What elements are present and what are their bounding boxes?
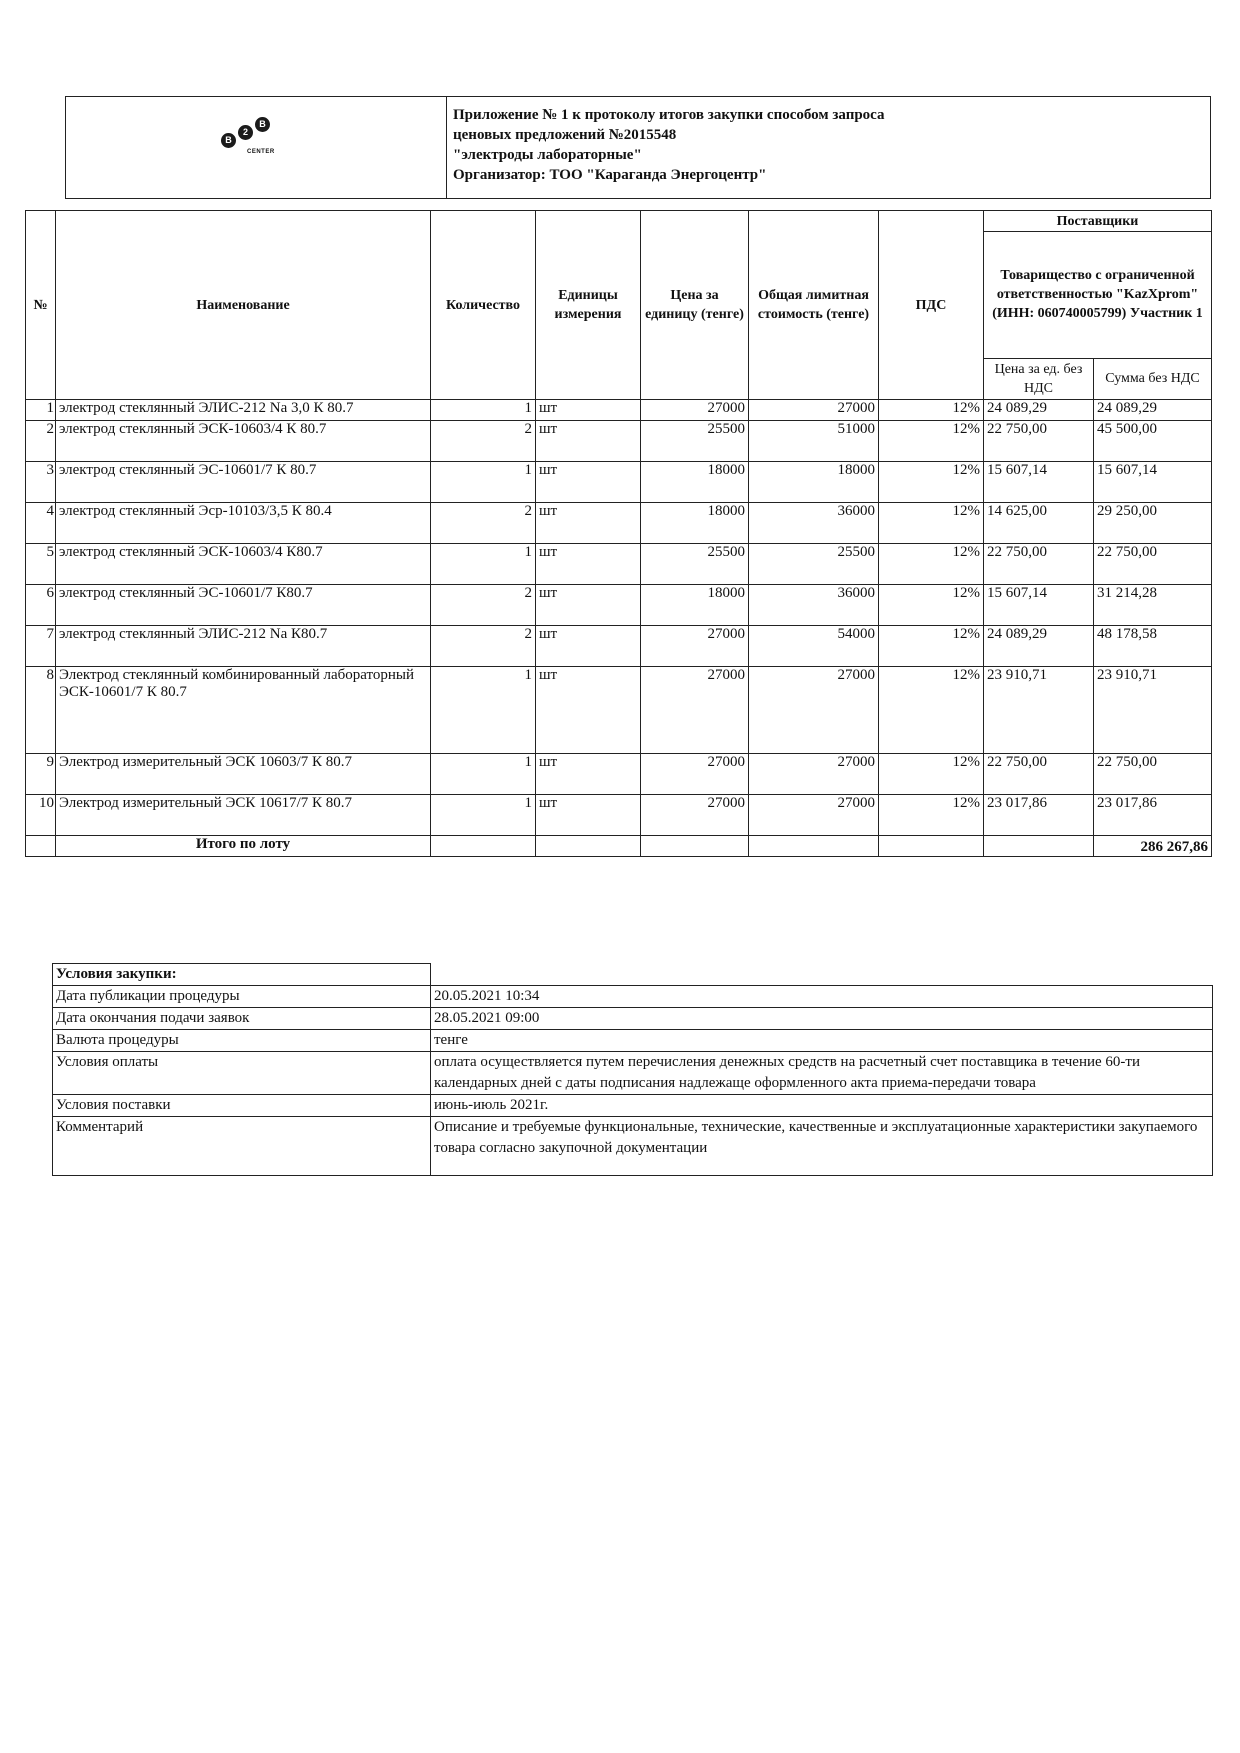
supplier-sum: 45 500,00 xyxy=(1094,421,1212,462)
logo-b-circle-icon: B xyxy=(221,133,236,148)
total-blank xyxy=(536,836,641,857)
item-unit: шт xyxy=(536,421,641,462)
header-line-1: Приложение № 1 к протоколу итогов закупки способом запроса xyxy=(453,107,885,123)
condition-label: Комментарий xyxy=(53,1117,431,1176)
condition-label: Условия поставки xyxy=(53,1095,431,1117)
header-unit: Единицы измерения xyxy=(536,211,641,400)
supplier-sum: 22 750,00 xyxy=(1094,754,1212,795)
row-number: 6 xyxy=(26,585,56,626)
item-total: 25500 xyxy=(749,544,879,585)
row-number: 2 xyxy=(26,421,56,462)
conditions-table xyxy=(52,963,1213,1176)
condition-row xyxy=(53,1030,1213,1052)
row-number: 1 xyxy=(26,400,56,421)
supplier-price: 24 089,29 xyxy=(984,400,1094,421)
row-number: 7 xyxy=(26,626,56,667)
row-number: 4 xyxy=(26,503,56,544)
header-price: Цена за единицу (тенге) xyxy=(641,211,749,400)
table-row xyxy=(26,421,1212,462)
condition-row xyxy=(53,1052,1213,1095)
condition-row xyxy=(53,1008,1213,1030)
item-vat: 12% xyxy=(879,626,984,667)
header-sum-no-vat: Сумма без НДС xyxy=(1094,358,1212,399)
item-price: 27000 xyxy=(641,667,749,754)
item-total: 27000 xyxy=(749,400,879,421)
condition-label: Условия оплаты xyxy=(53,1052,431,1095)
item-price: 25500 xyxy=(641,421,749,462)
row-number: 9 xyxy=(26,754,56,795)
item-total: 36000 xyxy=(749,585,879,626)
item-qty: 1 xyxy=(431,754,536,795)
item-name: электрод стеклянный ЭС-10601/7 К 80.7 xyxy=(56,462,431,503)
header-line-2: ценовых предложений №2015548 xyxy=(453,127,677,143)
item-unit: шт xyxy=(536,795,641,836)
item-qty: 1 xyxy=(431,795,536,836)
condition-row xyxy=(53,1117,1213,1176)
item-price: 25500 xyxy=(641,544,749,585)
condition-label: Валюта процедуры xyxy=(53,1030,431,1052)
header-title-block xyxy=(447,97,1210,198)
item-qty: 1 xyxy=(431,462,536,503)
item-total: 27000 xyxy=(749,754,879,795)
item-vat: 12% xyxy=(879,754,984,795)
supplier-price: 22 750,00 xyxy=(984,754,1094,795)
table-row xyxy=(26,400,1212,421)
condition-value: тенге xyxy=(431,1030,1213,1052)
b2b-center-logo xyxy=(221,115,291,161)
item-unit: шт xyxy=(536,462,641,503)
item-vat: 12% xyxy=(879,503,984,544)
total-row-blank xyxy=(26,836,56,857)
item-vat: 12% xyxy=(879,585,984,626)
item-total: 27000 xyxy=(749,667,879,754)
supplier-price: 22 750,00 xyxy=(984,544,1094,585)
item-price: 18000 xyxy=(641,462,749,503)
supplier-sum: 31 214,28 xyxy=(1094,585,1212,626)
header-suppliers: Поставщики xyxy=(984,211,1212,232)
item-price: 27000 xyxy=(641,400,749,421)
item-total: 18000 xyxy=(749,462,879,503)
item-unit: шт xyxy=(536,667,641,754)
results-table xyxy=(25,210,1212,857)
item-price: 27000 xyxy=(641,626,749,667)
supplier-sum: 24 089,29 xyxy=(1094,400,1212,421)
logo-2-circle-icon: 2 xyxy=(238,125,253,140)
header-line-3: "электроды лабораторные" xyxy=(453,147,642,163)
total-blank xyxy=(431,836,536,857)
item-qty: 1 xyxy=(431,400,536,421)
item-name: электрод стеклянный ЭЛИС-212 Na 3,0 К 80.7 xyxy=(56,400,431,421)
supplier-price: 14 625,00 xyxy=(984,503,1094,544)
item-name: электрод стеклянный ЭЛИС-212 Na К80.7 xyxy=(56,626,431,667)
item-name: электрод стеклянный Эср-10103/3,5 К 80.4 xyxy=(56,503,431,544)
document-header xyxy=(65,96,1211,199)
supplier-price: 23 017,86 xyxy=(984,795,1094,836)
item-qty: 2 xyxy=(431,585,536,626)
header-price-no-vat: Цена за ед. без НДС xyxy=(984,358,1094,399)
supplier-sum: 23 017,86 xyxy=(1094,795,1212,836)
item-price: 27000 xyxy=(641,754,749,795)
logo-b2-circle-icon: B xyxy=(255,117,270,132)
item-unit: шт xyxy=(536,754,641,795)
condition-value: 28.05.2021 09:00 xyxy=(431,1008,1213,1030)
table-row xyxy=(26,626,1212,667)
supplier-price: 24 089,29 xyxy=(984,626,1094,667)
item-total: 36000 xyxy=(749,503,879,544)
conditions-title: Условия закупки: xyxy=(53,964,431,986)
total-blank xyxy=(749,836,879,857)
supplier-sum: 48 178,58 xyxy=(1094,626,1212,667)
table-row xyxy=(26,754,1212,795)
header-total: Общая лимитная стоимость (тенге) xyxy=(749,211,879,400)
item-vat: 12% xyxy=(879,795,984,836)
row-number: 10 xyxy=(26,795,56,836)
header-no: № xyxy=(26,211,56,400)
item-name: Электрод измерительный ЭСК 10603/7 К 80.7 xyxy=(56,754,431,795)
supplier-sum: 23 910,71 xyxy=(1094,667,1212,754)
item-name: электрод стеклянный ЭСК-10603/4 К80.7 xyxy=(56,544,431,585)
row-number: 5 xyxy=(26,544,56,585)
header-qty: Количество xyxy=(431,211,536,400)
item-vat: 12% xyxy=(879,462,984,503)
total-blank xyxy=(641,836,749,857)
supplier-sum: 22 750,00 xyxy=(1094,544,1212,585)
item-price: 18000 xyxy=(641,585,749,626)
table-row xyxy=(26,667,1212,754)
item-price: 18000 xyxy=(641,503,749,544)
total-label: Итого по лоту xyxy=(56,836,431,857)
item-price: 27000 xyxy=(641,795,749,836)
header-line-4: Организатор: ТОО "Караганда Энергоцентр" xyxy=(453,167,767,183)
item-name: Электрод стеклянный комбинированный лабораторный ЭСК-10601/7 К 80.7 xyxy=(56,667,431,754)
item-total: 27000 xyxy=(749,795,879,836)
item-unit: шт xyxy=(536,503,641,544)
table-row xyxy=(26,795,1212,836)
item-qty: 1 xyxy=(431,667,536,754)
item-vat: 12% xyxy=(879,544,984,585)
item-unit: шт xyxy=(536,544,641,585)
logo-cell xyxy=(66,97,447,198)
item-qty: 2 xyxy=(431,421,536,462)
row-number: 8 xyxy=(26,667,56,754)
condition-label: Дата окончания подачи заявок xyxy=(53,1008,431,1030)
item-name: электрод стеклянный ЭСК-10603/4 К 80.7 xyxy=(56,421,431,462)
item-total: 51000 xyxy=(749,421,879,462)
item-unit: шт xyxy=(536,400,641,421)
item-qty: 1 xyxy=(431,544,536,585)
logo-caption: CENTER xyxy=(247,149,275,155)
item-unit: шт xyxy=(536,626,641,667)
supplier-price: 22 750,00 xyxy=(984,421,1094,462)
header-supplier-name: Товарищество с ограниченной ответственностью "KazXprom" (ИНН: 060740005799) Участник 1 xyxy=(984,232,1212,359)
item-qty: 2 xyxy=(431,626,536,667)
condition-value: Описание и требуемые функциональные, технические, качественные и эксплуатационные характеристики закупаемого товара согласно закупочной документации xyxy=(431,1117,1213,1176)
condition-value: оплата осуществляется путем перечисления денежных средств на расчетный счет поставщика в течение 60-ти календарных дней с даты подписания надлежаще оформленного акта приема-передачи товара xyxy=(431,1052,1213,1095)
table-row xyxy=(26,585,1212,626)
item-vat: 12% xyxy=(879,421,984,462)
item-name: электрод стеклянный ЭС-10601/7 К80.7 xyxy=(56,585,431,626)
condition-row xyxy=(53,1095,1213,1117)
supplier-sum: 15 607,14 xyxy=(1094,462,1212,503)
item-vat: 12% xyxy=(879,400,984,421)
supplier-price: 15 607,14 xyxy=(984,462,1094,503)
table-row xyxy=(26,544,1212,585)
supplier-price: 15 607,14 xyxy=(984,585,1094,626)
item-vat: 12% xyxy=(879,667,984,754)
conditions-title-blank xyxy=(431,964,1213,986)
item-unit: шт xyxy=(536,585,641,626)
item-name: Электрод измерительный ЭСК 10617/7 К 80.7 xyxy=(56,795,431,836)
total-value: 286 267,86 xyxy=(1094,836,1212,857)
row-number: 3 xyxy=(26,462,56,503)
table-row xyxy=(26,503,1212,544)
table-row xyxy=(26,462,1212,503)
supplier-price: 23 910,71 xyxy=(984,667,1094,754)
condition-row xyxy=(53,986,1213,1008)
total-blank xyxy=(984,836,1094,857)
header-vat: ПДС xyxy=(879,211,984,400)
header-name: Наименование xyxy=(56,211,431,400)
condition-value: июнь-июль 2021г. xyxy=(431,1095,1213,1117)
condition-label: Дата публикации процедуры xyxy=(53,986,431,1008)
item-qty: 2 xyxy=(431,503,536,544)
supplier-sum: 29 250,00 xyxy=(1094,503,1212,544)
condition-value: 20.05.2021 10:34 xyxy=(431,986,1213,1008)
item-total: 54000 xyxy=(749,626,879,667)
total-blank xyxy=(879,836,984,857)
